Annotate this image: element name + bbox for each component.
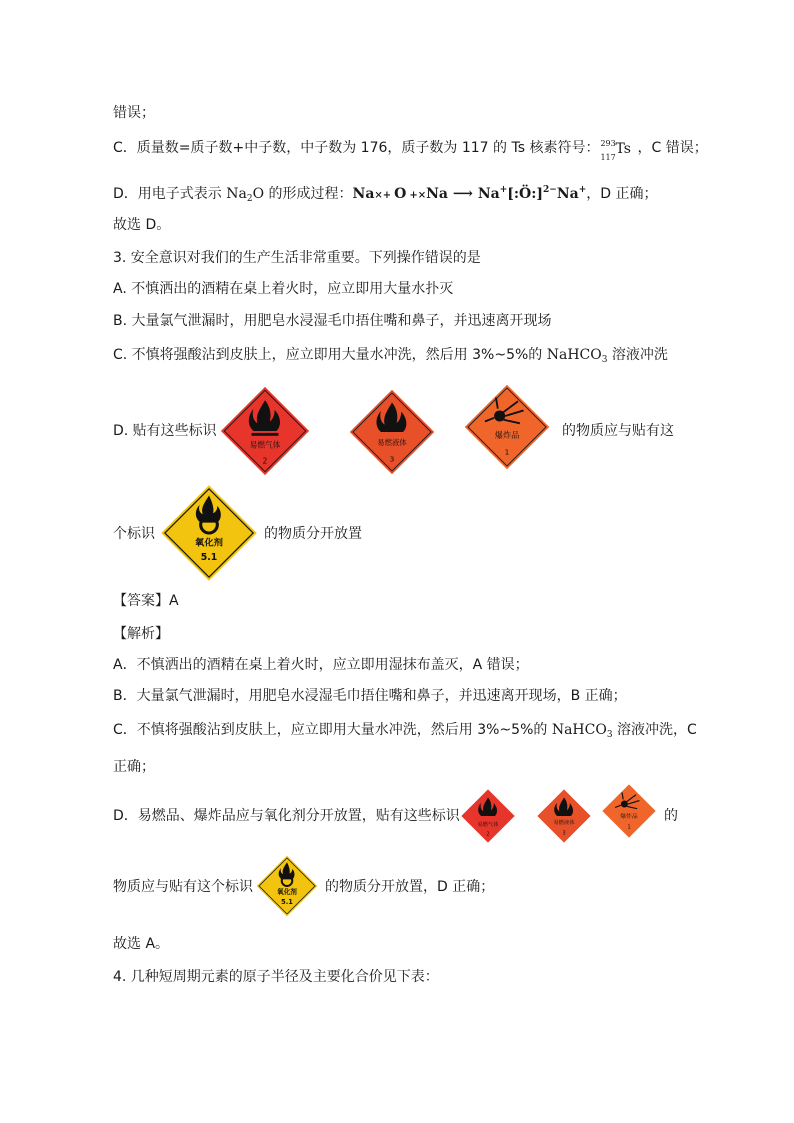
explain-b: B．大量氯气泄漏时，用肥皂水浸湿毛巾捂住嘴和鼻子，并迅速离开现场，B 正确； (113, 688, 627, 704)
explain-d-tail: 的 (664, 808, 678, 824)
flammable-gas-sign (217, 383, 313, 479)
text-line: D．用电子式表示 $Na_2O$ 的形成过程：Na×+ O +×Na ⟶ Na+[:Ö:]$^{2-}$Na+，D 正确； (113, 185, 658, 204)
svg-text:易燃气体: 易燃气体 (249, 440, 281, 450)
svg-text:2: 2 (262, 456, 268, 466)
explain-c: C．不慎将强酸沾到皮肤上，应立即用大量水冲洗，然后用 3%~5%的 NaHCO$_3$ 溶液冲洗，C (113, 722, 697, 740)
text-line (113, 138, 708, 162)
nuclide-symbol: 293 117 Ts (600, 139, 631, 162)
option-d: D. 贴有这些标识 (113, 423, 217, 439)
text-line (113, 103, 155, 123)
text: C．质量数=质子数+中子数，中子数为 176，质子数为 117 的 Ts 核素符号： (113, 140, 600, 156)
option-b: B. 大量氯气泄漏时，用肥皂水浸湿毛巾捂住嘴和鼻子，并迅速离开现场 (113, 313, 552, 329)
oxidizer-sign-small (254, 853, 320, 919)
option-c: C. 不慎将强酸沾到皮肤上，应立即用大量水冲洗，然后用 3%~5%的 NaHCO$_3$ 溶液冲洗 (113, 347, 668, 365)
formula: NaHCO$_3$ (546, 347, 608, 365)
option-a: A. 不慎洒出的酒精在桌上着火时，应立即用大量水扑灭 (113, 281, 454, 297)
text: 错误； (113, 105, 155, 121)
flammable-liquid-sign-small (535, 787, 593, 845)
option-d-tail: 的物质应与贴有这 (562, 423, 674, 439)
option-d-line2-tail: 的物质分开放置 (264, 526, 362, 542)
svg-text:5.1: 5.1 (200, 552, 218, 564)
explain-d: D．易燃品、爆炸品应与氧化剂分开放置，贴有这些标识 (113, 808, 460, 824)
text: ，C 错误； (637, 140, 708, 156)
svg-text:1: 1 (504, 447, 510, 457)
question-3: 3. 安全意识对我们的生产生活非常重要。下列操作错误的是 (113, 250, 481, 266)
svg-text:爆炸品: 爆炸品 (494, 430, 520, 441)
svg-text:5.1: 5.1 (281, 897, 293, 906)
question-4: 4. 几种短周期元素的原子半径及主要化合价见下表： (113, 969, 439, 985)
final-answer: 故选 A。 (113, 936, 170, 952)
option-d-line2: 个标识 (113, 526, 155, 542)
explain-d-line2-tail: 的物质分开放置，D 正确； (325, 879, 495, 895)
svg-text:易燃液体: 易燃液体 (553, 820, 575, 827)
explain-a: A．不慎洒出的酒精在桌上着火时，应立即用湿抹布盖灭，A 错误； (113, 657, 529, 673)
flammable-gas-sign-small (459, 787, 517, 845)
explosive-sign-small (600, 782, 658, 840)
svg-text:爆炸品: 爆炸品 (620, 813, 638, 820)
electron-formula: Na×+ O +×Na ⟶ Na+[:Ö:]$^{2-}$Na+ (352, 185, 587, 202)
svg-text:氧化剂: 氧化剂 (277, 887, 297, 896)
svg-text:2: 2 (486, 831, 490, 838)
svg-text:氧化剂: 氧化剂 (194, 537, 224, 549)
formula: NaHCO$_3$ (551, 722, 613, 740)
svg-text:3: 3 (562, 830, 566, 837)
formula: $Na_2O$ (226, 186, 265, 204)
flammable-liquid-sign (346, 386, 438, 478)
explosive-sign (461, 381, 553, 473)
oxidizer-sign (157, 481, 261, 585)
svg-text:易燃液体: 易燃液体 (377, 437, 407, 447)
svg-text:3: 3 (389, 454, 395, 464)
svg-text:1: 1 (627, 824, 631, 831)
analysis-label: 【解析】 (113, 626, 169, 642)
explain-c-cont: 正确； (113, 759, 155, 775)
explain-d-line2: 物质应与贴有这个标识 (113, 879, 253, 895)
text-line: 故选 D。 (113, 217, 171, 233)
answer-label: 【答案】A (113, 593, 179, 609)
svg-text:易燃气体: 易燃气体 (477, 821, 499, 828)
